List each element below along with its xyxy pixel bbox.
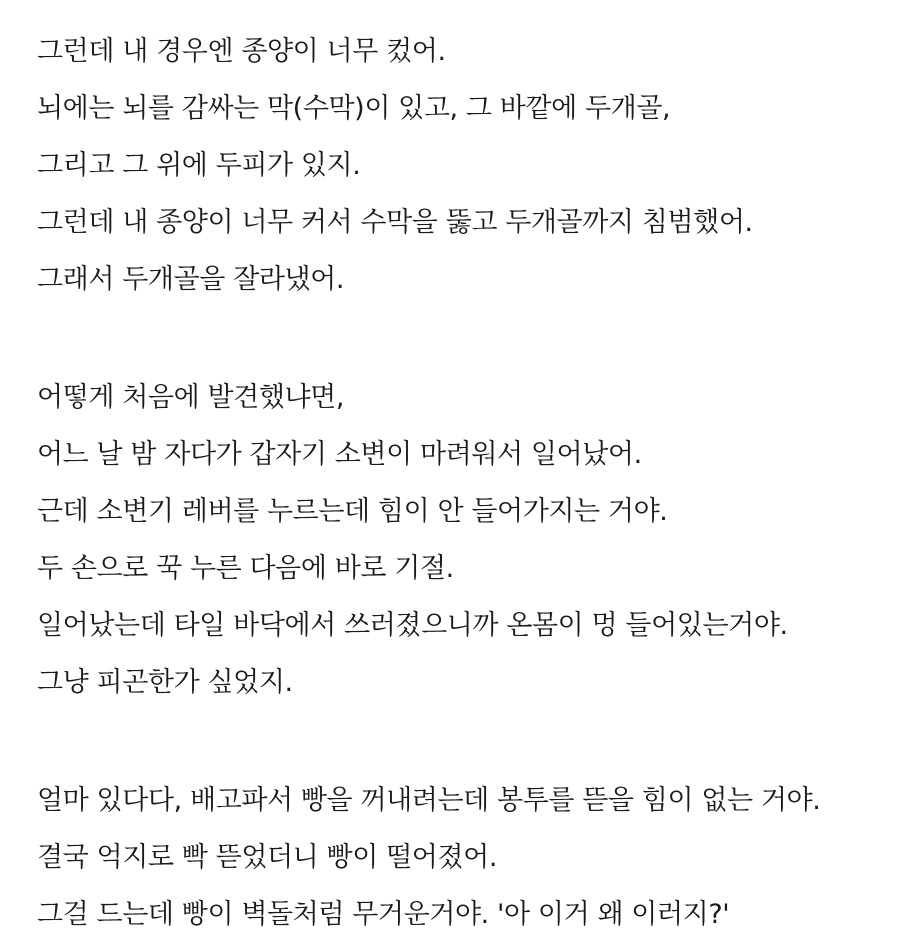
text-line: 그래서 두개골을 잘라냈어. — [37, 264, 345, 295]
paragraph-1 — [37, 27, 890, 312]
document-body — [37, 27, 890, 947]
text-line: 어느 날 밤 자다가 갑자기 소변이 마려워서 일어났어. — [37, 439, 642, 470]
text-line: 결국 억지로 빡 뜯었더니 빵이 떨어졌어. — [37, 842, 498, 873]
text-line: 어떻게 처음에 발견했냐면, — [37, 382, 345, 413]
text-line: 얼마 있다다, 배고파서 빵을 꺼내려는데 봉투를 뜯을 힘이 없는 거야. — [37, 785, 821, 816]
text-line: 그걸 드는데 빵이 벽돌처럼 무거운거야. '아 이거 왜 이러지?' — [37, 899, 730, 930]
text-line: 그리고 그 위에 두피가 있지. — [37, 150, 361, 181]
text-line: 일어났는데 타일 바닥에서 쓰러졌으니까 온몸이 멍 들어있는거야. — [37, 610, 788, 641]
text-line: 그냥 피곤한가 싶었지. — [37, 667, 293, 698]
text-line: 두 손으로 꾹 누른 다음에 바로 기절. — [37, 553, 454, 584]
paragraph-3 — [37, 776, 890, 947]
text-line: 근데 소변기 레버를 누르는데 힘이 안 들어가지는 거야. — [37, 496, 668, 527]
text-line: 그런데 내 경우엔 종양이 너무 컸어. — [37, 36, 446, 67]
text-line: 뇌에는 뇌를 감싸는 막(수막)이 있고, 그 바깥에 두개골, — [37, 93, 671, 124]
paragraph-2 — [37, 373, 890, 715]
text-line: 그런데 내 종양이 너무 커서 수막을 뚫고 두개골까지 침범했어. — [37, 207, 753, 238]
